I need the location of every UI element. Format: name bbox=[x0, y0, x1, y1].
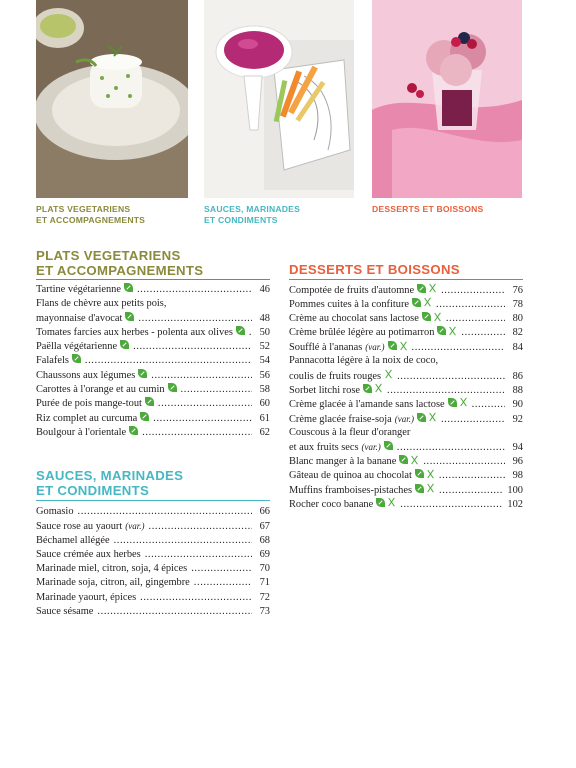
toc-entry-title: mayonnaise d'avocat bbox=[36, 312, 123, 324]
gluten-free-icon bbox=[448, 326, 457, 336]
dot-leader bbox=[446, 312, 505, 326]
section-title-line: SAUCES, MARINADES bbox=[36, 468, 184, 483]
dot-leader bbox=[142, 426, 252, 440]
page-number: 71 bbox=[259, 577, 270, 589]
diet-icons bbox=[384, 369, 393, 379]
toc-entry-row bbox=[289, 440, 523, 454]
toc-entry bbox=[289, 469, 523, 483]
dot-leader bbox=[181, 383, 252, 397]
gluten-free-icon bbox=[426, 469, 435, 479]
leaf-icon bbox=[422, 312, 431, 321]
toc-entry-row bbox=[289, 340, 523, 354]
toc-entry bbox=[36, 369, 270, 383]
diet-icons bbox=[422, 312, 442, 322]
dot-leader bbox=[397, 441, 505, 455]
toc-entry-title: Compotée de fruits d'automne bbox=[289, 284, 415, 296]
toc-entry-title: Tomates farcies aux herbes - polenta aux olives bbox=[36, 326, 233, 338]
diet-icons bbox=[129, 426, 138, 435]
toc-entry-first-line: Couscous à la fleur d'oranger bbox=[289, 426, 411, 438]
gluten-free-icon bbox=[423, 297, 432, 307]
toc-entry-title: et aux fruits secs bbox=[289, 442, 359, 454]
page-number: 67 bbox=[259, 521, 270, 533]
toc-entry-row bbox=[36, 340, 270, 354]
section-title-plats bbox=[36, 248, 203, 278]
toc-entry-title: Crème brûlée légère au potimarron bbox=[289, 327, 435, 339]
page-number: 54 bbox=[259, 355, 270, 367]
dot-leader bbox=[439, 484, 503, 498]
toc-entry-row bbox=[36, 576, 270, 590]
gluten-free-icon bbox=[428, 412, 437, 422]
page-number: 52 bbox=[259, 341, 270, 353]
page-number: 60 bbox=[259, 398, 270, 410]
toc-entry bbox=[36, 412, 270, 426]
dot-leader bbox=[78, 505, 252, 519]
toc-entry-row bbox=[289, 455, 523, 469]
diet-icons bbox=[124, 283, 133, 292]
toc-entry bbox=[289, 397, 523, 411]
photo-flan bbox=[36, 0, 188, 198]
variant-note: (var.) bbox=[361, 442, 381, 453]
toc-entry bbox=[289, 497, 523, 511]
dot-leader bbox=[138, 312, 252, 326]
toc-entry bbox=[289, 326, 523, 340]
diet-icons bbox=[138, 369, 147, 378]
caption-line: ET CONDIMENTS bbox=[204, 215, 278, 225]
diet-icons bbox=[384, 441, 393, 450]
toc-entry-row bbox=[289, 283, 523, 297]
dot-leader bbox=[423, 455, 505, 469]
leaf-icon bbox=[412, 298, 421, 307]
toc-entry-row bbox=[36, 412, 270, 426]
variant-note: (var.) bbox=[125, 521, 145, 532]
dot-leader bbox=[114, 534, 252, 548]
section-title-line: DESSERTS ET BOISSONS bbox=[289, 262, 460, 277]
toc-entry-title: Tartine végétarienne bbox=[36, 284, 121, 295]
page-number: 58 bbox=[259, 384, 270, 396]
photo-ice-cream bbox=[372, 0, 522, 198]
diet-icons bbox=[363, 383, 383, 393]
toc-entry-title: Marinade soja, citron, ail, gingembre bbox=[36, 577, 190, 589]
toc-entry-row bbox=[289, 412, 523, 426]
toc-entry bbox=[289, 455, 523, 469]
section-rule-sauces bbox=[36, 500, 270, 501]
section-rule-desserts bbox=[289, 279, 523, 280]
leaf-icon bbox=[168, 383, 177, 392]
leaf-icon bbox=[138, 369, 147, 378]
diet-icons bbox=[399, 455, 419, 465]
toc-entry bbox=[289, 483, 523, 497]
dot-leader bbox=[145, 548, 252, 562]
toc-entry-row bbox=[289, 369, 523, 383]
toc-entry bbox=[36, 548, 270, 562]
toc-entry-row bbox=[36, 534, 270, 548]
toc-entry-row bbox=[36, 369, 270, 383]
dot-leader bbox=[194, 576, 252, 590]
dot-leader bbox=[151, 369, 252, 383]
toc-entry-row bbox=[289, 326, 523, 340]
toc-entry-row bbox=[289, 383, 523, 397]
caption-line: PLATS VEGETARIENS bbox=[36, 204, 131, 214]
toc-entry bbox=[36, 519, 270, 533]
toc-entry-first-line: Flans de chèvre aux petits pois, bbox=[36, 298, 167, 310]
toc-entry bbox=[36, 591, 270, 605]
page-number: 86 bbox=[512, 370, 523, 382]
toc-entry-title: Sauce sésame bbox=[36, 606, 94, 618]
diet-icons bbox=[417, 283, 437, 293]
dot-leader bbox=[461, 326, 505, 340]
dot-leader bbox=[140, 591, 252, 605]
toc-entry bbox=[289, 340, 523, 354]
page-number: 72 bbox=[259, 591, 270, 603]
leaf-icon bbox=[399, 455, 408, 464]
toc-entry-row bbox=[36, 383, 270, 397]
variant-note: (var.) bbox=[394, 413, 414, 424]
toc-entry-row bbox=[289, 497, 523, 511]
toc-entry-title: Marinade yaourt, épices bbox=[36, 591, 137, 603]
diet-icons bbox=[72, 354, 81, 363]
toc-entry-row bbox=[36, 605, 270, 619]
leaf-icon bbox=[437, 326, 446, 335]
leaf-icon bbox=[72, 354, 81, 363]
toc-entry bbox=[36, 354, 270, 368]
diet-icons bbox=[415, 483, 435, 493]
leaf-icon bbox=[448, 398, 457, 407]
dot-leader bbox=[191, 562, 252, 576]
page-number: 62 bbox=[259, 426, 270, 438]
toc-entry-title: Paëlla végétarienne bbox=[36, 341, 118, 353]
caption-plats bbox=[36, 204, 145, 226]
toc-entry-title: Béchamel allégée bbox=[36, 534, 110, 546]
toc-entry bbox=[36, 383, 270, 397]
toc-entry bbox=[289, 354, 523, 383]
gluten-free-icon bbox=[410, 455, 419, 465]
toc-entry-row bbox=[289, 312, 523, 326]
caption-line: ET ACCOMPAGNEMENTS bbox=[36, 215, 146, 225]
toc-entry-title: Marinade miel, citron, soja, 4 épices bbox=[36, 563, 188, 575]
toc-entry-title: Pommes cuites à la confiture bbox=[289, 298, 410, 310]
dot-leader bbox=[441, 413, 505, 427]
page-number: 94 bbox=[512, 442, 523, 454]
toc-entry-title: Falafels bbox=[36, 355, 69, 367]
toc-entry-title: Sauce rose au yaourt bbox=[36, 521, 123, 533]
page-number: 96 bbox=[512, 456, 523, 468]
gluten-free-icon bbox=[387, 497, 396, 507]
toc-entry-row bbox=[289, 469, 523, 483]
page-number: 80 bbox=[512, 313, 523, 325]
page-number: 82 bbox=[512, 327, 523, 339]
dot-leader bbox=[158, 397, 252, 411]
page-number: 88 bbox=[512, 384, 523, 396]
leaf-icon bbox=[415, 484, 424, 493]
page-number: 102 bbox=[507, 498, 523, 510]
section-title-line: ET CONDIMENTS bbox=[36, 483, 150, 498]
section-title-line: ET ACCOMPAGNEMENTS bbox=[36, 263, 204, 278]
section-title-sauces bbox=[36, 468, 183, 498]
toc-entry bbox=[36, 426, 270, 440]
page-number: 76 bbox=[512, 284, 523, 296]
gluten-free-icon bbox=[374, 383, 383, 393]
leaf-icon bbox=[376, 498, 385, 507]
page-number: 70 bbox=[259, 563, 270, 575]
dot-leader bbox=[400, 498, 503, 512]
dot-leader bbox=[85, 354, 252, 368]
toc-entry-title: Crème glacée fraise-soja bbox=[289, 413, 392, 425]
toc-entry-title: Boulgour à l'orientale bbox=[36, 426, 127, 438]
toc-entry bbox=[289, 312, 523, 326]
toc-entry-title: coulis de fruits rouges bbox=[289, 370, 382, 382]
toc-entry-title: Crème au chocolat sans lactose bbox=[289, 313, 419, 325]
diet-icons bbox=[236, 326, 245, 335]
toc-entry-row bbox=[36, 354, 270, 368]
toc-entry-row bbox=[36, 326, 270, 340]
toc-entry-title: Blanc manger à la banane bbox=[289, 456, 397, 468]
dot-leader bbox=[97, 605, 252, 619]
leaf-icon bbox=[415, 469, 424, 478]
toc-entry bbox=[289, 283, 523, 297]
toc-entry-title: Sauce crémée aux herbes bbox=[36, 548, 141, 560]
toc-entry-row bbox=[36, 562, 270, 576]
dot-leader bbox=[137, 283, 252, 297]
toc-entry-title: Rocher coco banane bbox=[289, 498, 374, 510]
toc-entry bbox=[36, 534, 270, 548]
toc-entry bbox=[36, 326, 270, 340]
dot-leader bbox=[472, 398, 505, 412]
diet-icons bbox=[417, 412, 437, 422]
leaf-icon bbox=[384, 441, 393, 450]
dot-leader bbox=[397, 370, 505, 384]
toc-entry-row bbox=[289, 397, 523, 411]
toc-entry bbox=[36, 562, 270, 576]
toc-entry-row bbox=[36, 312, 270, 326]
page-number: 69 bbox=[259, 548, 270, 560]
page-number: 90 bbox=[512, 398, 523, 410]
variant-note: (var.) bbox=[365, 342, 385, 353]
toc-entry-row bbox=[36, 505, 270, 519]
page-number: 92 bbox=[512, 413, 523, 425]
dot-leader bbox=[441, 284, 505, 298]
toc-entry-row bbox=[36, 283, 270, 297]
toc-entry-row bbox=[36, 548, 270, 562]
diet-icons bbox=[168, 383, 177, 392]
page-number: 100 bbox=[507, 484, 523, 496]
page-number: 46 bbox=[259, 284, 270, 295]
toc-entry bbox=[36, 605, 270, 619]
dot-leader bbox=[439, 469, 505, 483]
leaf-icon bbox=[236, 326, 245, 335]
toc-entry-title: Gâteau de quinoa au chocolat bbox=[289, 470, 412, 482]
toc-entry-title: Sorbet litchi rose bbox=[289, 384, 360, 396]
gluten-free-icon bbox=[433, 312, 442, 322]
diet-icons bbox=[145, 397, 154, 406]
diet-icons bbox=[120, 340, 129, 349]
toc-entry-title: Purée de pois mange-tout bbox=[36, 398, 142, 410]
toc-list-sauces bbox=[36, 505, 270, 619]
gluten-free-icon bbox=[399, 341, 408, 351]
leaf-icon bbox=[388, 341, 397, 350]
leaf-icon bbox=[417, 284, 426, 293]
leaf-icon bbox=[417, 413, 426, 422]
section-title-line: PLATS VEGETARIENS bbox=[36, 248, 181, 263]
toc-entry bbox=[289, 412, 523, 426]
toc-entry-title: Riz complet au curcuma bbox=[36, 412, 138, 424]
diet-icons bbox=[448, 397, 468, 407]
toc-entry bbox=[36, 283, 270, 297]
toc-entry-title: Soufflé à l'ananas bbox=[289, 342, 363, 354]
toc-entry bbox=[36, 397, 270, 411]
toc-entry-title: Gomasio bbox=[36, 506, 74, 517]
diet-icons bbox=[376, 497, 396, 507]
gluten-free-icon bbox=[384, 369, 393, 379]
toc-entry-row bbox=[289, 483, 523, 497]
diet-icons bbox=[415, 469, 435, 479]
toc-entry-row bbox=[36, 591, 270, 605]
toc-entry bbox=[36, 505, 270, 519]
page-number: 50 bbox=[259, 326, 270, 338]
leaf-icon bbox=[120, 340, 129, 349]
toc-list-desserts bbox=[289, 283, 523, 512]
page-number: 84 bbox=[512, 342, 523, 354]
gluten-free-icon bbox=[428, 283, 437, 293]
toc-entry bbox=[36, 297, 270, 326]
toc-entry bbox=[289, 297, 523, 311]
leaf-icon bbox=[125, 312, 134, 321]
leaf-icon bbox=[363, 384, 372, 393]
toc-entry-row bbox=[289, 297, 523, 311]
toc-entry bbox=[289, 383, 523, 397]
page-number: 98 bbox=[512, 470, 523, 482]
toc-entry-row bbox=[36, 519, 270, 533]
toc-entry bbox=[36, 576, 270, 590]
dot-leader bbox=[153, 412, 252, 426]
caption-line: SAUCES, MARINADES bbox=[204, 204, 301, 214]
dot-leader bbox=[387, 384, 505, 398]
leaf-icon bbox=[145, 397, 154, 406]
dot-leader bbox=[133, 340, 252, 354]
photo-beet-dip bbox=[204, 0, 354, 198]
page-number: 68 bbox=[259, 534, 270, 546]
dot-leader bbox=[436, 298, 505, 312]
toc-entry-title: Muffins framboises-pistaches bbox=[289, 484, 413, 496]
toc-entry bbox=[289, 426, 523, 455]
section-rule-plats bbox=[36, 279, 270, 280]
page-number: 78 bbox=[512, 298, 523, 310]
page-number: 48 bbox=[259, 312, 270, 324]
leaf-icon bbox=[129, 426, 138, 435]
toc-entry-title: Crème glacée à l'amande sans lactose bbox=[289, 398, 445, 410]
diet-icons bbox=[437, 326, 457, 336]
dot-leader bbox=[149, 520, 252, 534]
gluten-free-icon bbox=[459, 397, 468, 407]
gluten-free-icon bbox=[426, 483, 435, 493]
toc-entry-row bbox=[36, 426, 270, 440]
toc-entry-title: Chaussons aux légumes bbox=[36, 369, 136, 381]
toc-entry-first-line: Pannacotta légère à la noix de coco, bbox=[289, 355, 439, 367]
diet-icons bbox=[412, 297, 432, 307]
caption-line: DESSERTS ET BOISSONS bbox=[372, 204, 484, 214]
toc-list-plats bbox=[36, 283, 270, 440]
diet-icons bbox=[388, 341, 408, 351]
dot-leader bbox=[249, 326, 252, 340]
leaf-icon bbox=[140, 412, 149, 421]
leaf-icon bbox=[124, 283, 133, 292]
toc-entry bbox=[36, 340, 270, 354]
page-number: 56 bbox=[259, 369, 270, 381]
caption-sauces bbox=[204, 204, 300, 226]
caption-desserts bbox=[372, 204, 483, 215]
page-number: 61 bbox=[259, 412, 270, 424]
section-title-desserts bbox=[289, 262, 460, 277]
diet-icons bbox=[140, 412, 149, 421]
toc-entry-row bbox=[36, 397, 270, 411]
toc-entry-title: Carottes à l'orange et au cumin bbox=[36, 384, 165, 396]
dot-leader bbox=[412, 341, 506, 355]
diet-icons bbox=[125, 312, 134, 321]
page-number: 73 bbox=[259, 606, 270, 618]
page-number: 66 bbox=[259, 506, 270, 517]
